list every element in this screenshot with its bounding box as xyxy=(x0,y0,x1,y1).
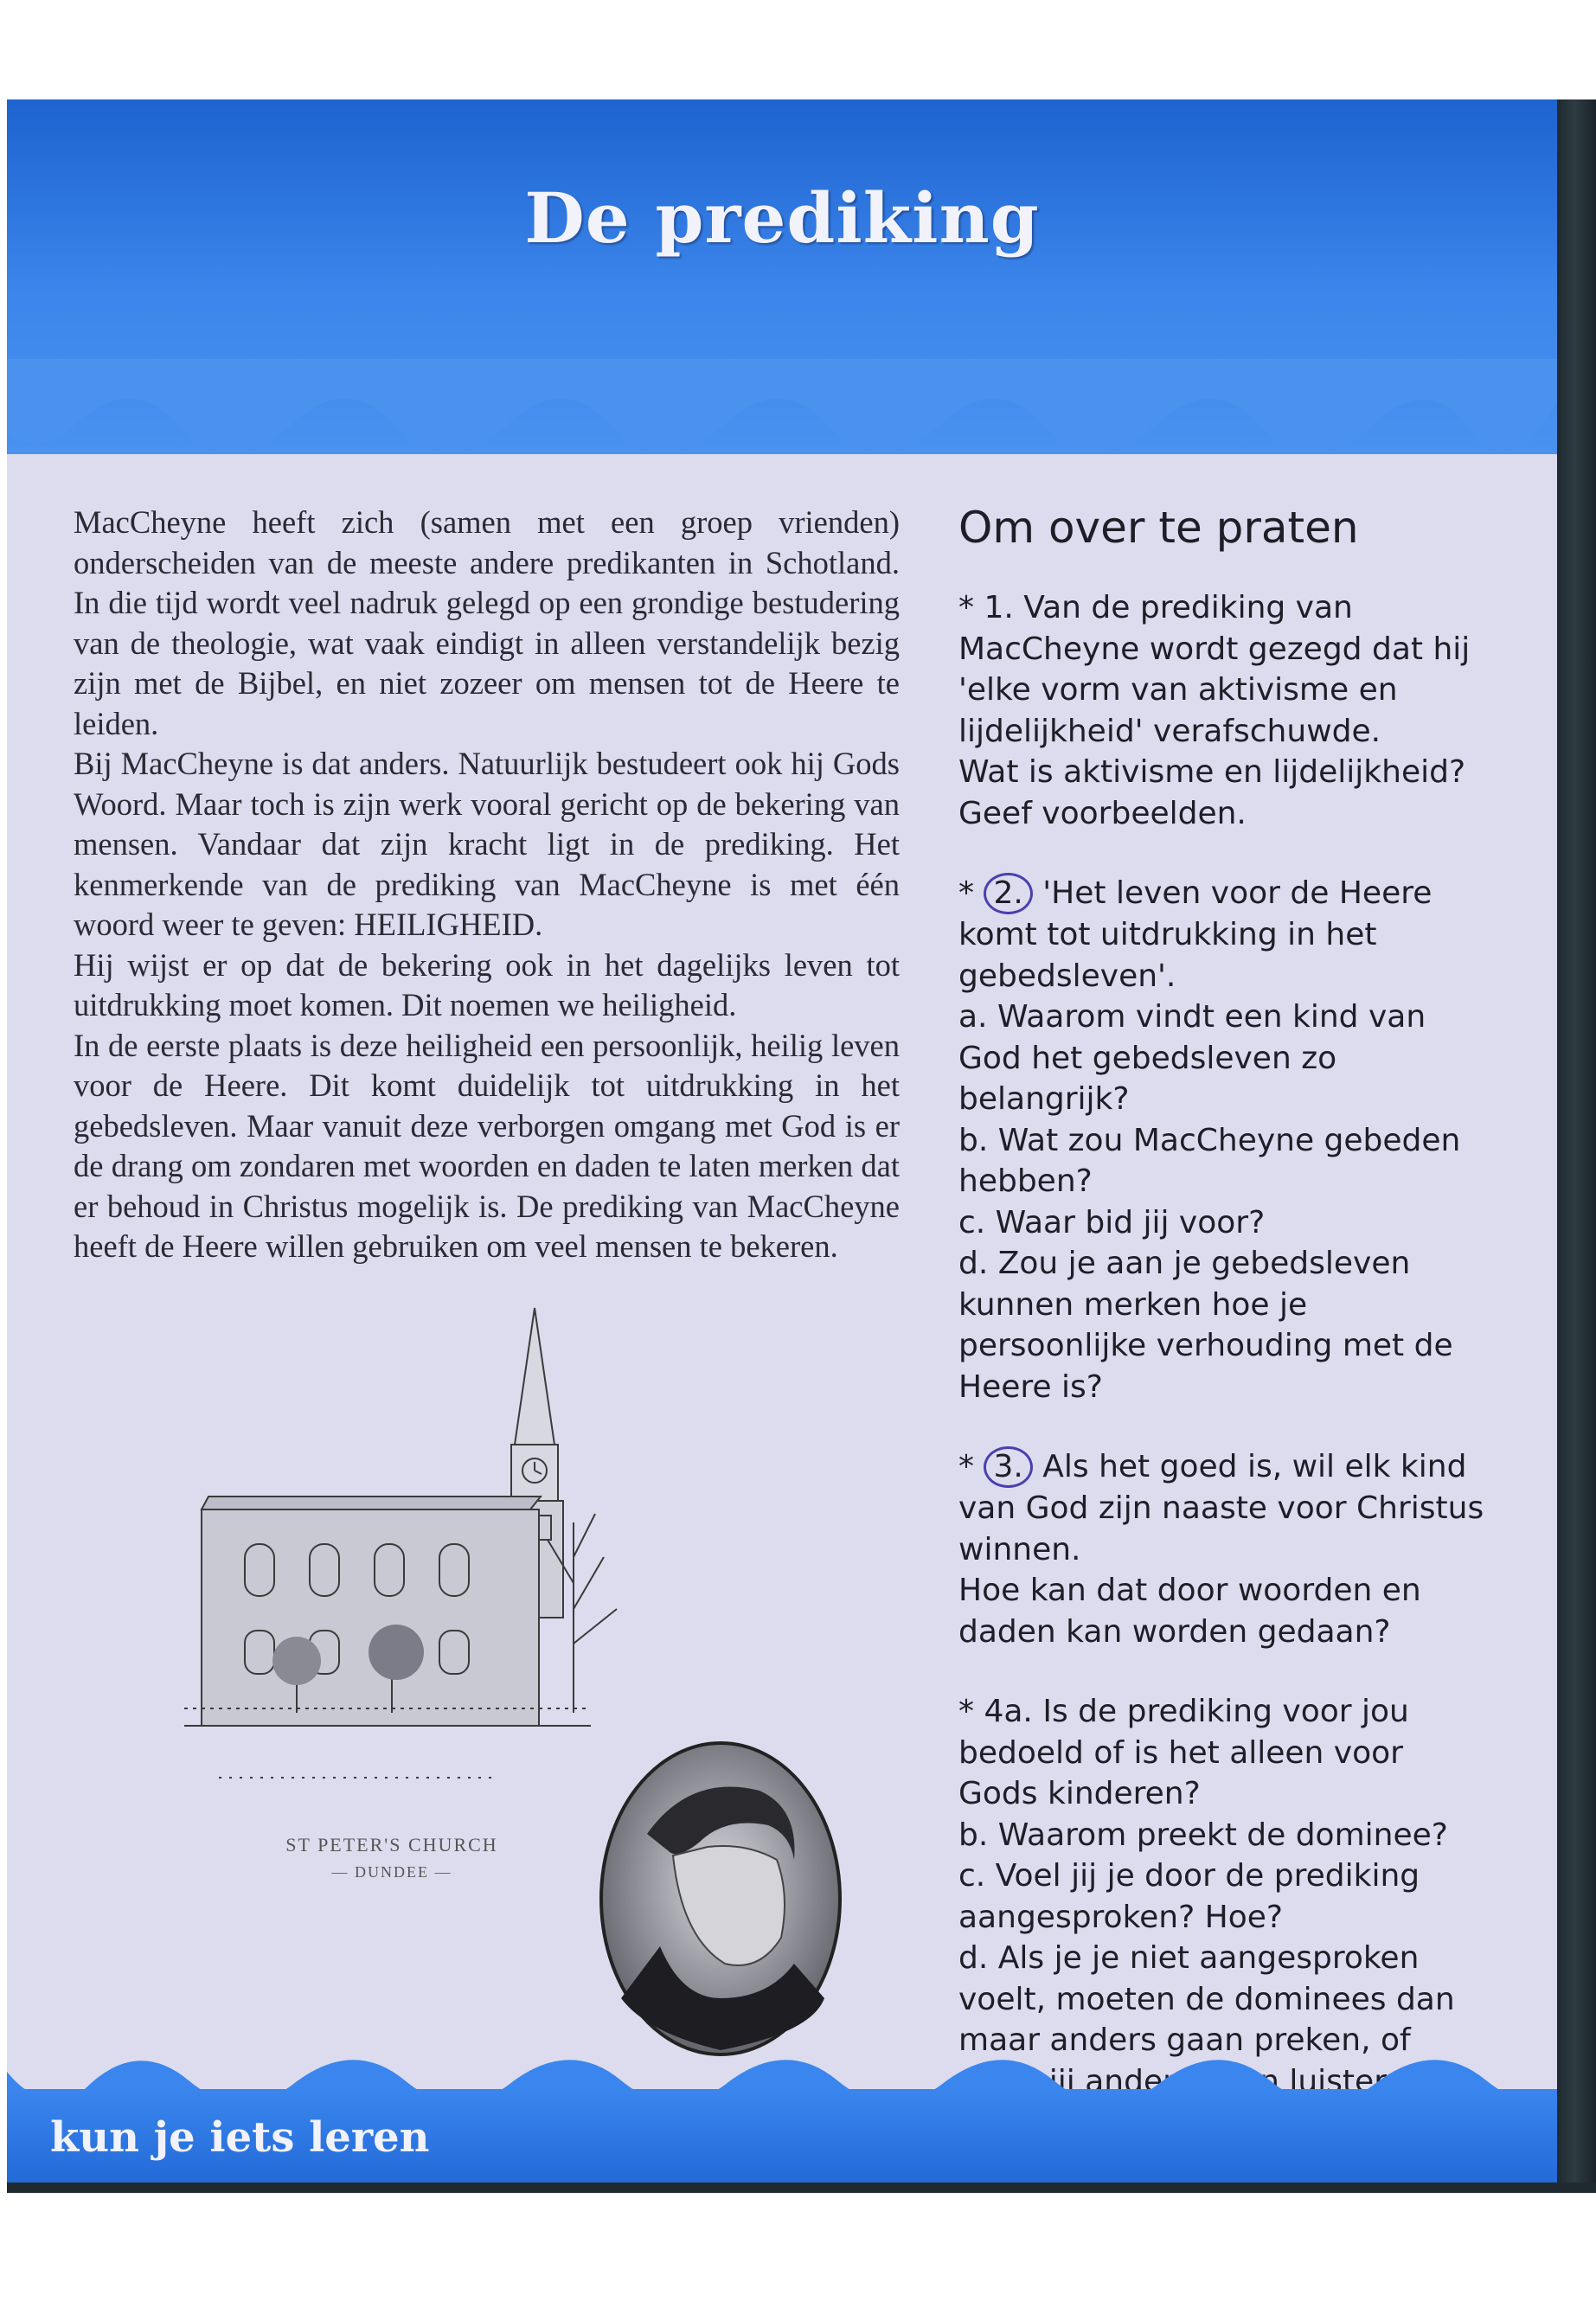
question-subitem: c. Waar bid jij voor? xyxy=(958,1204,1266,1240)
question-2 xyxy=(958,873,1486,1407)
question-star: * xyxy=(958,1449,974,1484)
question-subitem: b. Waarom preekt de dominee? xyxy=(958,1817,1448,1853)
question-star: * xyxy=(958,875,974,911)
question-text: Van de prediking van MacCheyne wordt gezegd dat hij 'elke vorm van aktivisme en lijdelijkheid' verafschuwde. xyxy=(958,590,1471,749)
binder-edge xyxy=(1557,99,1596,2193)
question-line: Hoe kan dat door woorden en daden kan worden gedaan? xyxy=(958,1573,1421,1650)
discussion-heading: Om over te praten xyxy=(958,503,1359,553)
question-line: Wat is aktivisme en lijdelijkheid? xyxy=(958,754,1466,790)
portrait-medallion xyxy=(595,1739,846,2059)
question-number: 4a. xyxy=(984,1694,1033,1729)
question-subitem: d. Zou je aan je gebedsleven kunnen merken hoe je persoonlijke verhouding met de Heere is? xyxy=(958,1246,1453,1405)
question-star: * xyxy=(958,590,974,625)
question-line: Geef voorbeelden. xyxy=(958,795,1247,831)
binder-edge-bottom xyxy=(7,2182,1596,2193)
page-title: De prediking xyxy=(524,177,1040,259)
body-paragraph: Bij MacCheyne is dat anders. Natuurlijk bestudeert ook hij Gods Woord. Maar toch is zijn werk vooral gericht op de bekering van mensen. Vandaar dat zijn kracht ligt in de prediking. Het kenmerkende van de prediking van MacCheyne is met één woord weer te geven: HEILIGHEID. xyxy=(74,746,900,942)
header-wave-edge xyxy=(7,359,1557,480)
footer-label: kun je iets leren xyxy=(50,2113,430,2162)
question-number: 1. xyxy=(984,590,1014,625)
illustration-caption: ST PETER'S CHURCH xyxy=(285,1834,498,1856)
question-text: Is de prediking voor jou bedoeld of is het alleen voor Gods kinderen? xyxy=(958,1694,1409,1811)
circled-question-number: 3. xyxy=(984,1446,1032,1488)
page-panel xyxy=(7,99,1557,2191)
question-subitem: b. Wat zou MacCheyne gebeden hebben? xyxy=(958,1122,1461,1199)
question-subitem: d. Als je je niet aangesproken voelt, moeten de dominees dan maar anders gaan preken, of jij anders luisteren? xyxy=(958,1940,1455,2099)
question-subitem: a. Waarom vindt een kind van God het gebedsleven zo belangrijk? xyxy=(958,999,1426,1117)
church-illustration xyxy=(184,1298,634,1920)
question-text: 'Het leven voor de Heere komt tot uitdrukking in het gebedsleven'. xyxy=(958,875,1433,994)
illustration-caption-sub: — DUNDEE — xyxy=(331,1863,452,1881)
question-text: Als het goed is, wil elk kind van God zijn naaste voor Christus winnen. xyxy=(958,1449,1484,1567)
body-paragraph: In de eerste plaats is deze heiligheid een persoonlijk, heilig leven voor de Heere. Dit komt duidelijk tot uitdrukking in het gebedsleven. Maar vanuit deze verborgen omgang met God is er de drang om zondaren met woorden en daden te laten merken dat er behoud in Christus mogelijk is. De prediking van MacCheyne heeft de Heere willen gebruiken om veel mensen te bekeren. xyxy=(74,1027,900,1264)
body-paragraph: MacCheyne heeft zich (samen met een groep vrienden) onderscheiden van de meeste andere predikanten in Schotland. In die tijd wordt veel nadruk gelegd op een grondige bestudering van de theologie, wat vaak eindigt in alleen verstandelijk bezig zijn met de Bijbel, en niet zozeer om mensen tot de Heere te leiden. xyxy=(74,504,900,741)
circled-question-number: 2. xyxy=(984,873,1032,914)
question-3 xyxy=(958,1446,1486,1652)
question-star: * xyxy=(958,1694,974,1729)
question-subitem: c. Voel jij je door de prediking aangesproken? Hoe? xyxy=(958,1858,1420,1935)
body-text xyxy=(74,503,900,1267)
body-paragraph: Hij wijst er op dat de bekering ook in het dagelijks leven tot uitdrukking moet komen. Dit noemen we heiligheid. xyxy=(74,946,900,1022)
question-1 xyxy=(958,587,1486,834)
discussion-section xyxy=(958,501,1486,2141)
